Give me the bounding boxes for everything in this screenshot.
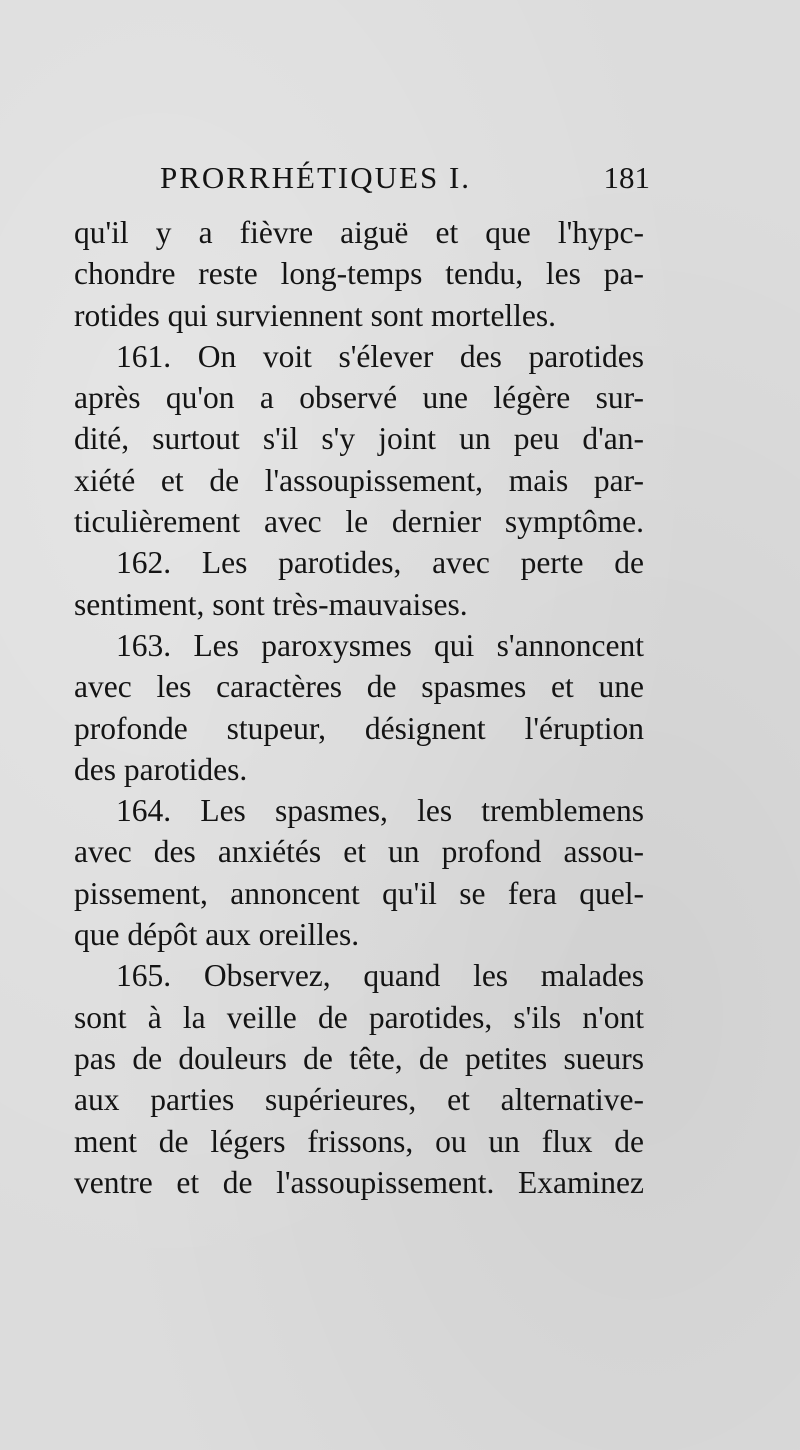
text-line: rotides qui surviennent sont mortelles. [74, 297, 557, 333]
page-number: 181 [603, 160, 650, 195]
text-line: dité, surtout s'il s'y joint un peu d'an- [74, 421, 644, 457]
text-line: ventre et de l'assoupissement. Examinez [74, 1164, 644, 1200]
text-line: avec les caractères de spasmes et une [74, 669, 644, 705]
text-line: ment de légers frissons, ou un flux de [74, 1123, 644, 1159]
aphorism-162-line: 162. Les parotides, avec perte de [116, 545, 644, 581]
text-line: aux parties supérieures, et alternative- [74, 1082, 644, 1118]
running-header [160, 160, 650, 200]
running-title: PRORRHÉTIQUES I. [160, 160, 472, 195]
text-line: des parotides. [74, 751, 248, 787]
aphorism-165-line: 165. Observez, quand les malades [116, 958, 644, 994]
text-line: xiété et de l'assoupissement, mais par- [74, 462, 644, 498]
text-line: que dépôt aux oreilles. [74, 917, 360, 953]
text-line: qu'il y a fièvre aiguë et que l'hypc- [74, 215, 644, 250]
text-line: profonde stupeur, désignent l'éruption [74, 710, 644, 746]
aphorism-164-line: 164. Les spasmes, les tremblemens [116, 793, 644, 829]
text-line: sentiment, sont très-mauvaises. [74, 586, 468, 622]
text-line: pissement, annoncent qu'il se fera quel- [74, 875, 644, 911]
text-line: chondre reste long-temps tendu, les pa- [74, 256, 644, 292]
text-line: pas de douleurs de tête, de petites sueurs [74, 1040, 644, 1076]
aphorism-163-line: 163. Les paroxysmes qui s'annoncent [116, 627, 644, 663]
text-line: ticulièrement avec le dernier symptôme. [74, 504, 644, 540]
text-line: après qu'on a observé une légère sur- [74, 380, 644, 416]
aphorism-161-line: 161. On voit s'élever des parotides [116, 338, 644, 374]
text-line: avec des anxiétés et un profond assou- [74, 834, 644, 870]
text-line: sont à la veille de parotides, s'ils n'ont [74, 999, 644, 1035]
body-text [74, 212, 644, 1203]
